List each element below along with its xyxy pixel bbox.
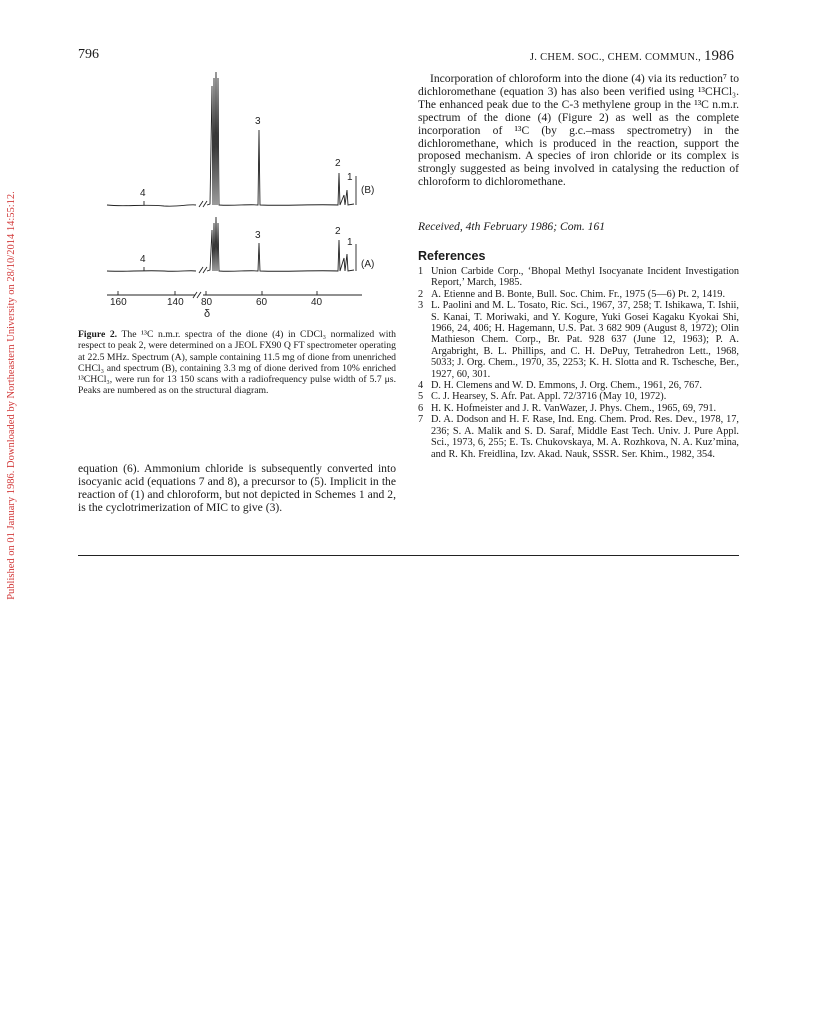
reference-text: L. Paolini and M. L. Tosato, Ric. Sci., 1967, 37, 258; T. Ishikawa, T. Ishii, S. Kanai, T. Moriwaki, and Y. Kogure, Yuki Gosei Kagaku Kyokai Shi, 1966, 24, 406; H. Hagemann, U.S. Pat. 3 682 909 (August 8, 1972); Olin Mathieson Chem. Corp., Br. Pat. 928 637 (June 12, 1963); P. A. Argabright, B. L. Phillips, and C. H. DePuy, Tetrahedron Lett., 1968, 5033; J. Org. Chem., 1970, 35, 2253; K. H. Slotta and R. Tschesche, Ber., 1927, 60, 301. (431, 300, 739, 380)
reference-text: Union Carbide Corp., ‘Bhopal Methyl Isocyanate Incident Investigation Report,’ March, 1985. (431, 266, 739, 289)
reference-item (418, 414, 739, 460)
axis-label-delta: δ (204, 308, 211, 318)
spectrum-a-peak-1-label: 1 (347, 237, 353, 248)
reference-text: H. K. Hofmeister and J. R. VanWazer, J. Phys. Chem., 1965, 69, 791. (431, 402, 717, 414)
reference-item (418, 380, 739, 391)
axis-tick-label-160: 160 (110, 297, 127, 308)
reference-text: D. H. Clemens and W. D. Emmons, J. Org. Chem., 1961, 26, 767. (431, 380, 702, 392)
page-number: 796 (78, 47, 99, 62)
reference-text: C. J. Hearsey, S. Afr. Pat. Appl. 72/3716 (May 10, 1972). (431, 391, 667, 403)
received-date: Received, 4th February 1986; Com. 161 (418, 220, 606, 233)
spectrum-b (107, 72, 356, 207)
figure-caption-text: The ¹³C n.m.r. spectra of the dione (4) in CDCl₃ normalized with respect to peak 2, were determined on a JEOL FX90 Q FT spectrometer operating at 22.5 MHz. Spectrum (A), sample containing 11.5 mg of dione from unenriched CHCl₃ and spectrum (B), containing 3.3 mg of dione derived from 10% enriched ¹³CHCl₃, were run for 13 150 scans with a radiofrequency pulse width of 5.7 μs. Peaks are numbered as on the structural diagram. (78, 329, 396, 397)
download-notice (0, 160, 22, 630)
spectrum-a-peak-4-label: 4 (140, 254, 146, 265)
reference-number: 3 (418, 300, 424, 312)
delta-axis (107, 291, 362, 298)
spectrum-b-break-1 (199, 201, 203, 207)
right-column-paragraph: Incorporation of chloroform into the dione (4) via its reduction⁷ to dichloromethane (equation 3) has also been verified using ¹³CHCl₃. The enhanced peak due to the C-3 methylene group in the ¹³C n.m.r. spectrum of the dione (4) (Figure 2) as well as the complete incorporation of ¹³C (by g.c.–mass spectrometry) in the dichloromethane, which is produced in the reaction, support the proposed mechanism. A species of iron chloride or its complex is strongly suggested as being involved in catalysing the reduction of chloroform to dichloromethane. (418, 72, 739, 189)
reference-item (418, 300, 739, 380)
reference-item (418, 391, 739, 402)
spectrum-b-peak-4-label: 4 (140, 188, 146, 199)
nmr-spectra-plot (104, 68, 394, 318)
reference-text: A. Etienne and B. Bonte, Bull. Soc. Chim. Fr., 1975 (5—6) Pt. 2, 1419. (431, 288, 726, 300)
axis-tick-label-40: 40 (311, 297, 323, 308)
reference-number: 7 (418, 414, 424, 426)
reference-number: 4 (418, 380, 424, 392)
running-head (530, 48, 734, 65)
spectrum-a-peak-3-label: 3 (255, 230, 261, 241)
spectrum-a-baseline-left (107, 271, 196, 272)
spectrum-a-break-2 (203, 267, 207, 273)
spectrum-b-peak-3-label: 3 (255, 116, 261, 127)
spectrum-a-label: (A) (361, 259, 375, 270)
spectrum-b-trace (207, 72, 354, 205)
reference-number: 2 (418, 288, 424, 300)
axis-tick-label-80: 80 (201, 297, 213, 308)
left-column-paragraph: equation (6). Ammonium chloride is subsequently converted into isocyanic acid (equations 7 and 8), a precursor to (5). Implicit in the reaction of (1) and chloroform, but not depicted in Schemes 1 and 2, is the cyclotrimerization of MIC to give (3). (78, 462, 396, 514)
reference-number: 5 (418, 391, 424, 403)
spectrum-b-peak-1-label: 1 (347, 172, 353, 183)
spectrum-b-label: (B) (361, 185, 375, 196)
journal-name: J. CHEM. SOC., CHEM. COMMUN., (529, 52, 702, 63)
spectrum-a-peak-2-label: 2 (335, 226, 341, 237)
reference-item (418, 403, 739, 414)
reference-item (418, 289, 739, 300)
spectrum-a-trace (207, 217, 354, 271)
reference-item (418, 266, 739, 289)
axis-tick-label-60: 60 (256, 297, 268, 308)
journal-year: 1986 (704, 48, 734, 64)
reference-number: 6 (418, 402, 424, 414)
spectrum-a-break-1 (199, 267, 203, 273)
download-notice-text: Published on 01 January 1986. Downloaded by Northeastern University on 28/10/2014 14:55:12. (5, 190, 17, 600)
references-heading: References (418, 249, 486, 263)
spectrum-b-peak-2-label: 2 (335, 158, 341, 169)
spectrum-b-break-2 (203, 201, 207, 207)
spectrum-b-baseline-left (107, 205, 196, 206)
figure-caption-label: Figure 2. (78, 329, 118, 340)
reference-text: D. A. Dodson and H. F. Rase, Ind. Eng. Chem. Prod. Res. Dev., 1978, 17, 236; S. A. Malik and S. D. Saraf, Middle East Tech. Univ. J. Pure Appl. Sci., 1973, 6, 255; E. Ts. Chukovskaya, M. A. Rozhkova, N. A. Kuz’mina, and R. Kh. Freidlina, Izv. Akad. Nauk, SSSR. Ser. Khim., 1982, 354. (431, 414, 739, 460)
figure-caption (78, 329, 396, 397)
axis-tick-label-140: 140 (167, 297, 184, 308)
nmr-spectra-figure (104, 68, 394, 318)
page-bottom-rule (78, 555, 739, 556)
references-list (418, 266, 739, 460)
reference-number: 1 (418, 266, 424, 277)
